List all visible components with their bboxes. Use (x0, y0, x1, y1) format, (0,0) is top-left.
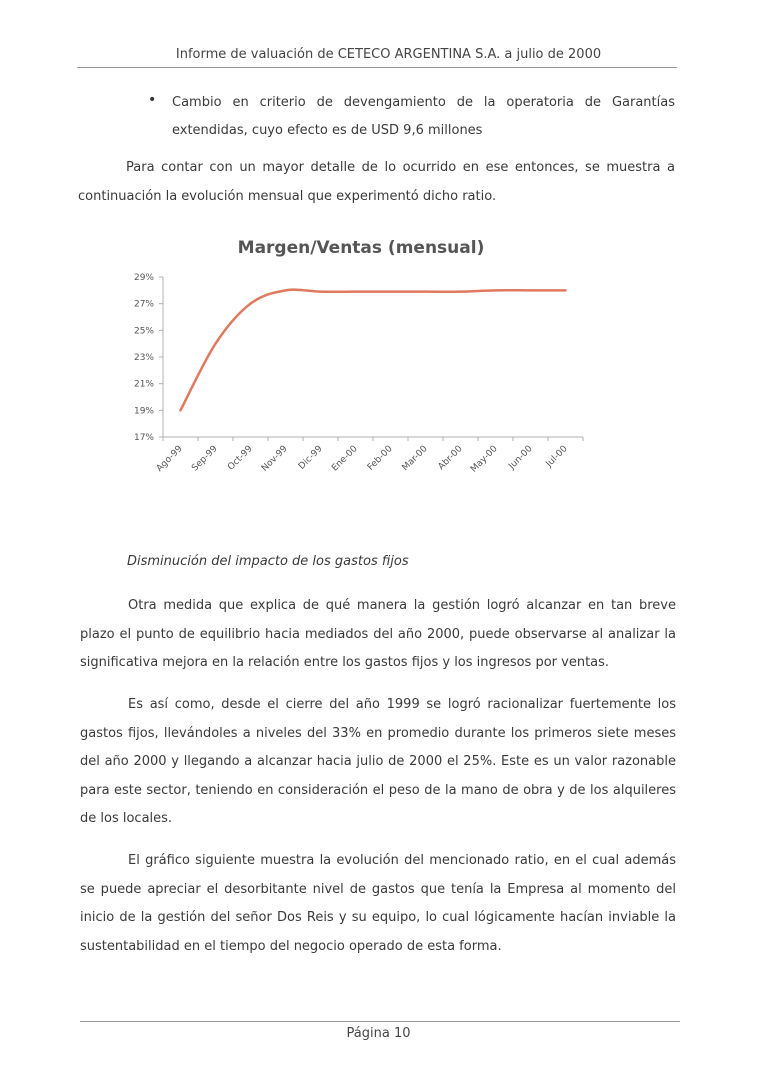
chart-title: Margen/Ventas (mensual) (237, 238, 485, 258)
x-tick-label: Dic-99 (296, 444, 325, 472)
data-point (495, 289, 497, 291)
data-point (320, 291, 322, 293)
header-rule (77, 67, 677, 68)
y-tick-label: 29% (133, 273, 154, 283)
x-tick-label: Jun-00 (507, 444, 535, 472)
y-tick-label: 17% (133, 433, 154, 443)
data-point (215, 343, 217, 345)
y-tick-label: 25% (133, 326, 154, 337)
section-heading: Disminución del impacto de los gastos fijos (127, 554, 409, 569)
bullet-text: Cambio en criterio de devengamiento de la operatoria de Garantías extendidas, cuyo efecto es de USD 9,6 millones (172, 95, 675, 138)
y-tick-label: 23% (133, 353, 154, 363)
chart-svg (120, 265, 600, 495)
x-tick-label: Feb-00 (365, 444, 395, 473)
data-point (355, 291, 357, 293)
x-tick-label: Jul-00 (544, 444, 570, 470)
y-tick-label: 27% (133, 299, 154, 310)
x-tick-label: Ene-00 (330, 444, 360, 474)
data-point (285, 289, 287, 291)
data-point (460, 291, 462, 293)
data-point (425, 291, 427, 293)
x-tick-label: Nov-99 (259, 444, 290, 474)
x-tick-label: Ago-99 (154, 444, 185, 474)
y-tick-label: 19% (133, 406, 154, 417)
x-tick-label: Sep-99 (190, 444, 220, 474)
paragraph-1: Otra medida que explica de qué manera la gestión logró alcanzar en tan breve plazo el punto de equilibrio hacia mediados del año 2000, puede observarse al analizar la significativa mejora en la relación entre los gastos fijos y los ingresos por ventas. (80, 598, 676, 670)
footer-rule (80, 1021, 680, 1022)
page-number: Página 10 (346, 1026, 411, 1041)
series-line (181, 290, 566, 411)
y-tick-label: 21% (133, 379, 154, 390)
paragraph-2: Es así como, desde el cierre del año 1999 se logró racionalizar fuertemente los gastos fijos, llevándoles a niveles del 33% en promedio durante los primeros siete meses del año 2000 y llegando a alcanzar hacia julio de 2000 el 25%. Este es un valor razonable para este sector, teniendo en consideración el peso de la mano de obra y de los alquileres de los locales. (80, 697, 676, 826)
x-tick-label: May-00 (469, 444, 500, 475)
paragraph-3: El gráfico siguiente muestra la evolución del mencionado ratio, en el cual además se puede apreciar el desorbitante nivel de gastos que tenía la Empresa al momento del inicio de la gestión del señor Dos Reis y su equipo, lo cual lógicamente hacían inviable la sustentabilidad en el tiempo del negocio operado de esta forma. (80, 853, 676, 954)
x-tick-label: Mar-00 (400, 444, 430, 474)
x-tick-label: Oct-99 (226, 444, 255, 473)
bullet-dot-icon: • (148, 92, 157, 108)
intro-paragraph: Para contar con un mayor detalle de lo ocurrido en ese entonces, se muestra a continuación la evolución mensual que experimentó dicho ratio. (78, 160, 675, 204)
data-point (565, 289, 567, 291)
data-point (390, 291, 392, 293)
data-point (180, 409, 182, 411)
x-tick-label: Abr-00 (436, 444, 465, 473)
data-point (530, 289, 532, 291)
data-point (250, 303, 252, 305)
report-title: Informe de valuación de CETECO ARGENTINA S.A. a julio de 2000 (175, 47, 602, 62)
